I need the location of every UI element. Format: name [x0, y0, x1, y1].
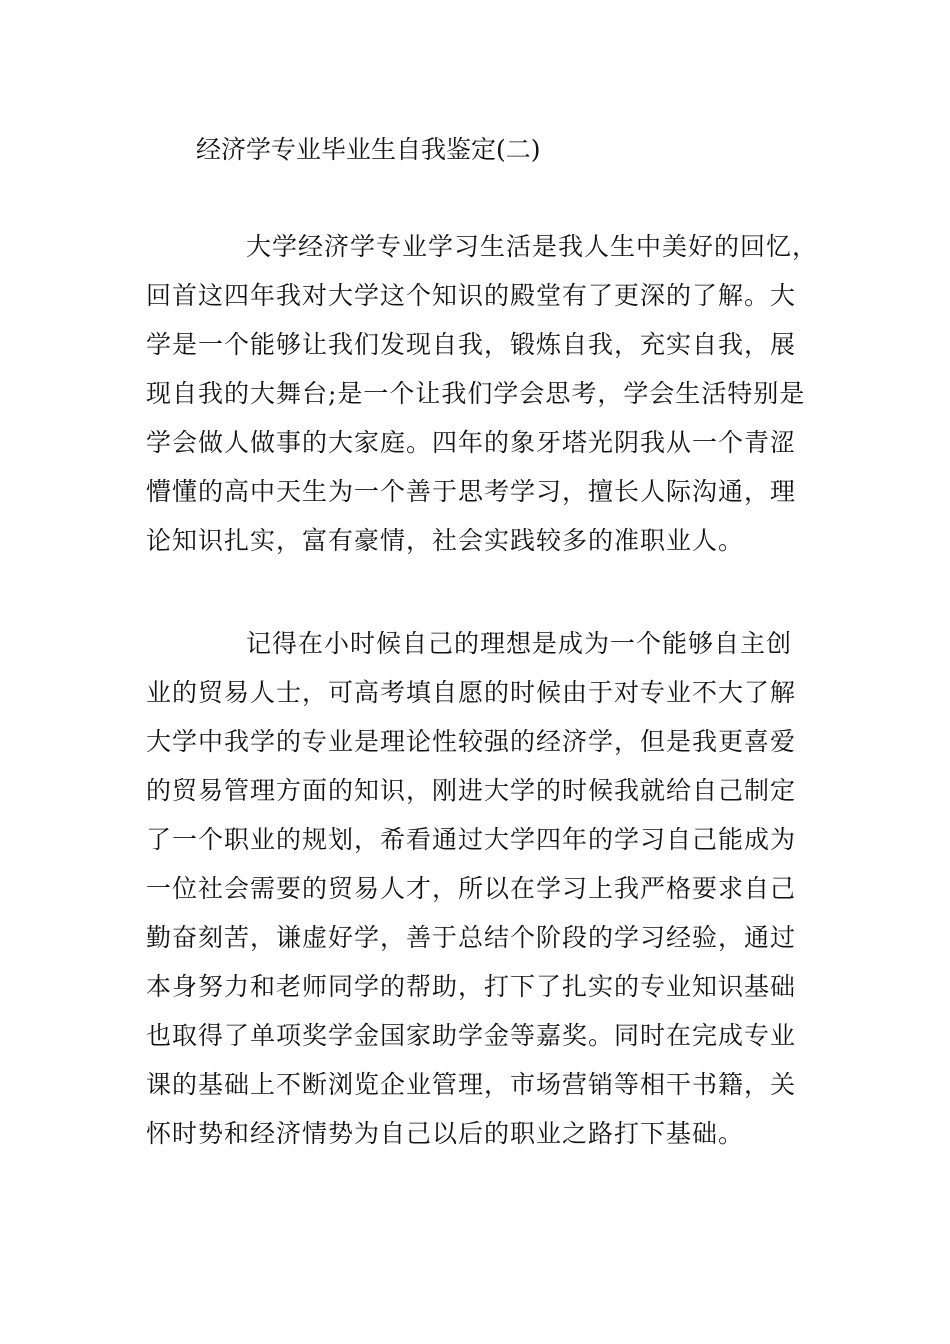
- paragraph-line: 回首这四年我对大学这个知识的殿堂有了更深的了解。大: [146, 281, 797, 310]
- paragraph-line: 勤奋刻苦，谦虚好学，善于总结个阶段的学习经验，通过: [146, 923, 797, 952]
- paragraph-line: 现自我的大舞台;是一个让我们学会思考，学会生活特别是: [146, 379, 806, 408]
- paragraph-line: 了一个职业的规划，希看通过大学四年的学习自己能成为: [146, 825, 797, 854]
- paragraph-line: 课的基础上不断浏览企业管理，市场营销等相干书籍，关: [146, 1070, 797, 1099]
- paragraph-line: 一位社会需要的贸易人才，所以在学习上我严格要求自己: [146, 874, 797, 903]
- paragraph-2: [146, 619, 818, 1158]
- paragraph-line: 记得在小时候自己的理想是成为一个能够自主创: [246, 629, 793, 658]
- paragraph-line: 本身努力和老师同学的帮助，打下了扎实的专业知识基础: [146, 972, 797, 1001]
- paragraph-line: 大学中我学的专业是理论性较强的经济学，但是我更喜爱: [146, 727, 797, 756]
- paragraph-line: 论知识扎实，富有豪情，社会实践较多的准职业人。: [146, 526, 745, 555]
- paragraph-line: 业的贸易人士，可高考填自愿的时候由于对专业不大了解: [146, 678, 797, 707]
- document-title: 经济学专业毕业生自我鉴定(二): [196, 135, 541, 164]
- paragraph-line: 也取得了单项奖学金国家助学金等嘉奖。同时在完成专业: [146, 1021, 797, 1050]
- paragraph-line: 大学经济学专业学习生活是我人生中美好的回忆，: [246, 232, 819, 261]
- paragraph-line: 学是一个能够让我们发现自我，锻炼自我，充实自我，展: [146, 330, 797, 359]
- paragraph-1: [146, 222, 818, 565]
- paragraph-line: 学会做人做事的大家庭。四年的象牙塔光阴我从一个青涩: [146, 428, 797, 457]
- paragraph-line: 懵懂的高中天生为一个善于思考学习，擅长人际沟通，理: [146, 477, 797, 506]
- paragraph-line: 怀时势和经济情势为自己以后的职业之路打下基础。: [146, 1119, 745, 1148]
- paragraph-line: 的贸易管理方面的知识，刚进大学的时候我就给自己制定: [146, 776, 797, 805]
